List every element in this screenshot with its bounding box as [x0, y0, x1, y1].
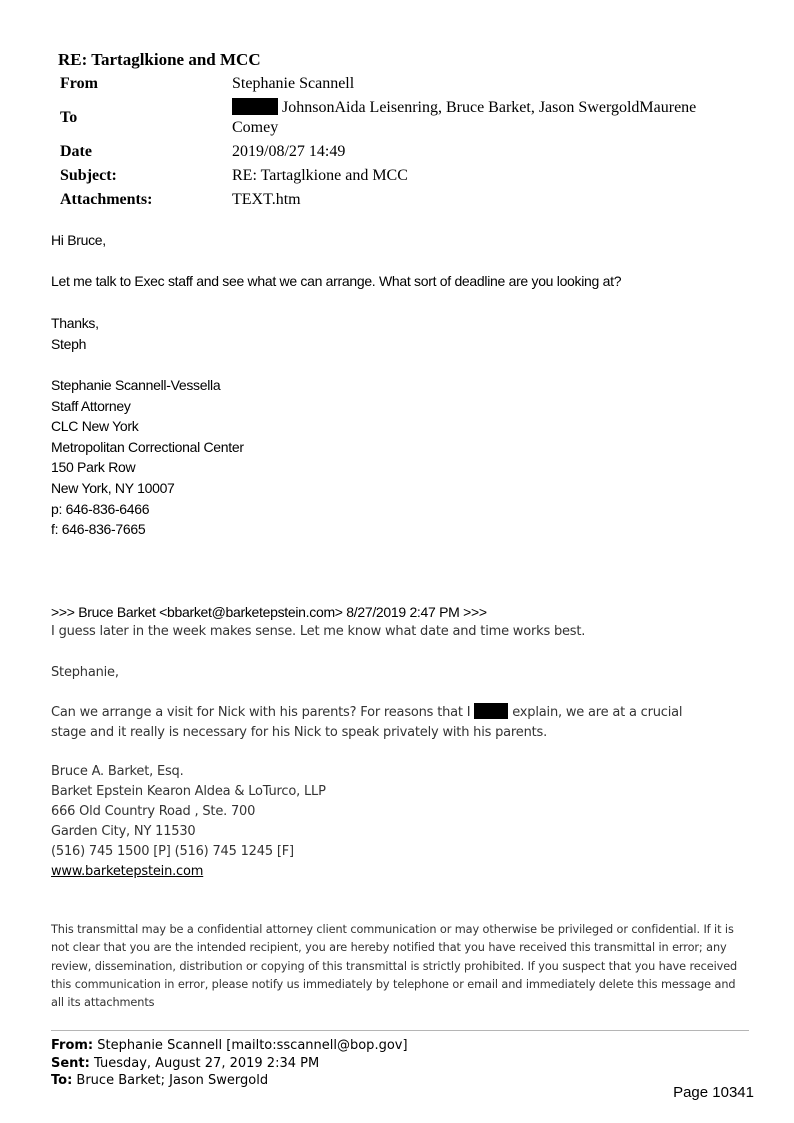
signature-line: (516) 745 1500 [P] (516) 745 1245 [F] — [51, 844, 294, 859]
signature-line: Metropolitan Correctional Center — [51, 438, 244, 455]
website-link[interactable]: www.barketepstein.com — [51, 864, 204, 879]
reply-name: Steph — [51, 336, 87, 352]
redaction-box — [474, 703, 508, 719]
signature-line: f: 646-836-7665 — [51, 521, 146, 538]
signature-line: 666 Old Country Road , Ste. 700 — [51, 804, 256, 819]
header-row-from — [58, 72, 758, 96]
email-title: RE: Tartaglkione and MCC — [58, 50, 261, 69]
signature-line: Bruce A. Barket, Esq. — [51, 764, 184, 779]
quoted-header: >>> Bruce Barket <bbarket@barketepstein.com> 8/27/2019 2:47 PM >>> — [51, 604, 487, 620]
from-label: From — [60, 75, 98, 92]
date-value: 2019/08/27 14:49 — [232, 143, 346, 160]
to-value: JohnsonAida Leisenring, Bruce Barket, Jason SwergoldMaurene — [282, 99, 697, 116]
quoted-paragraph-part-a: Can we arrange a visit for Nick with his parents? For reasons that I — [51, 705, 471, 720]
quoted-paragraph-part-b: explain, we are at a crucial — [512, 705, 683, 720]
quoted-greeting: Stephanie, — [51, 665, 119, 680]
fwd-sent-value: Tuesday, August 27, 2019 2:34 PM — [94, 1055, 320, 1071]
redaction-box — [232, 98, 278, 115]
fwd-sent-label: Sent: — [51, 1055, 90, 1071]
signature-line: New York, NY 10007 — [51, 479, 175, 496]
header-row-subject — [58, 164, 758, 188]
fwd-to-value: Bruce Barket; Jason Swergold — [76, 1073, 269, 1088]
signature-line: Garden City, NY 11530 — [51, 824, 196, 839]
signature-line: Barket Epstein Kearon Aldea & LoTurco, LLP — [51, 784, 326, 799]
attachments-value: TEXT.htm — [232, 191, 301, 208]
date-label: Date — [60, 143, 92, 160]
fwd-to-label: To: — [51, 1073, 73, 1088]
forwarded-header — [51, 1037, 408, 1089]
header-row-to — [58, 96, 758, 140]
header-row-attachments — [58, 188, 758, 212]
fwd-from-label: From: — [51, 1038, 94, 1053]
to-cell — [232, 96, 758, 140]
quoted-paragraph — [51, 703, 682, 743]
signature-line: 150 Park Row — [51, 459, 136, 476]
page-number: Page 10341 — [673, 1084, 754, 1101]
reply-greeting: Hi Bruce, — [51, 232, 106, 248]
quoted-signature — [51, 762, 326, 882]
signature-line: CLC New York — [51, 418, 139, 435]
quoted-paragraph-part-c: stage and it really is necessary for his Nick to speak privately with his parents. — [51, 725, 548, 740]
reply-message: Let me talk to Exec staff and see what we can arrange. What sort of deadline are you looking at? — [51, 273, 622, 289]
email-header-table — [58, 72, 758, 212]
quoted-line: I guess later in the week makes sense. Let me know what date and time works best. — [51, 624, 586, 639]
header-row-date — [58, 140, 758, 164]
confidentiality-disclaimer: This transmittal may be a confidential attorney client communication or may otherwise be privileged or confidential. If it is not clear that you are the intended recipient, you are hereby notified that you have received this transmittal in error; any review, dissemination, distribution or copying of this transmittal is strictly prohibited. If you suspect that you have received this communication in error, please notify us immediately by telephone or email and immediately delete this message and all its attachments — [51, 923, 738, 1010]
signature-line: Stephanie Scannell-Vessella — [51, 377, 221, 393]
fwd-from-value: Stephanie Scannell [mailto:sscannell@bop.gov] — [97, 1038, 408, 1053]
subject-label: Subject: — [60, 167, 117, 184]
divider — [51, 1030, 749, 1031]
signature-line: p: 646-836-6466 — [51, 500, 150, 517]
reply-signature — [51, 375, 244, 540]
attachments-label: Attachments: — [60, 191, 153, 208]
signature-line: Staff Attorney — [51, 397, 131, 414]
to-label: To — [60, 109, 78, 126]
to-value-continued: Comey — [232, 119, 279, 136]
reply-thanks: Thanks, — [51, 315, 99, 331]
subject-value: RE: Tartaglkione and MCC — [232, 167, 408, 184]
from-value: Stephanie Scannell — [232, 75, 355, 92]
